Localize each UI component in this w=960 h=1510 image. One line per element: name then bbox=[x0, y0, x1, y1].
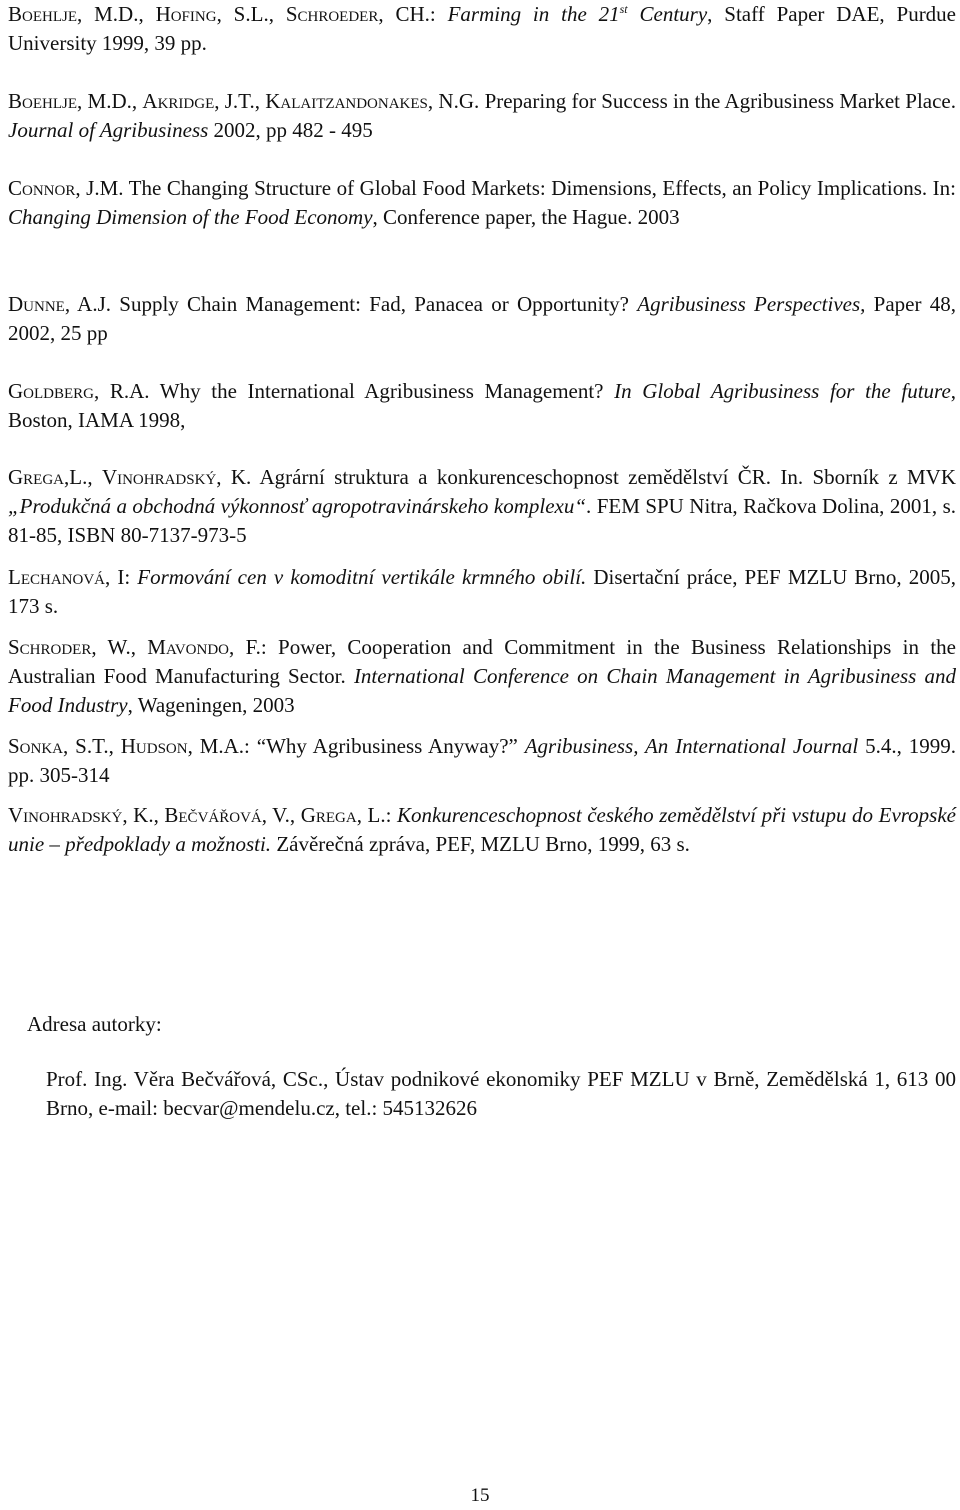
reference-title: Konkurenceschopnost českého zemědělství při vstupu do Evropské unie – předpoklady a možnosti. bbox=[8, 803, 956, 856]
author-name: Hofing bbox=[155, 2, 217, 26]
author-name: Boehlje bbox=[8, 89, 77, 113]
address-label: Adresa autorky: bbox=[27, 1012, 162, 1036]
reference-title: “Why Agribusiness Anyway?” bbox=[256, 734, 525, 758]
reference-connor-2003 bbox=[8, 174, 956, 232]
reference-source: 2002, pp 482 - 495 bbox=[208, 118, 373, 142]
author-name: Vinohradský bbox=[101, 465, 217, 489]
journal-name: „Produkčná a obchodná výkonnosť agropotravinárskeho komplexu“ bbox=[8, 494, 587, 518]
author-name: Dunne bbox=[8, 292, 65, 316]
reference-source: . FEM SPU Nitra, Račkova Dolina, 2001, s. 81-85, ISBN 80-7137-973-5 bbox=[8, 494, 956, 547]
author-initials: ,L., bbox=[64, 465, 102, 489]
journal-name: International Conference on Chain Management in Agribusiness and Food Industry bbox=[8, 664, 957, 717]
reference-title: Power, Cooperation and Commitment in the Business Relationships in the Australian Food Manufacturing Sector. bbox=[8, 635, 956, 688]
author-initials: , K. bbox=[216, 465, 260, 489]
reference-title: Formování cen v komoditní vertikále krmného obilí. bbox=[137, 565, 587, 589]
author-initials: , F.: bbox=[229, 635, 279, 659]
author-name: Sonka bbox=[8, 734, 64, 758]
author-name: Bečvářová bbox=[164, 803, 262, 827]
author-initials: , I: bbox=[105, 565, 138, 589]
reference-source: Disertační práce, PEF MZLU Brno, 2005, 173 s. bbox=[8, 565, 957, 618]
reference-source: , Wageningen, 2003 bbox=[127, 693, 295, 717]
author-initials: , S.L., bbox=[216, 2, 286, 26]
author-initials: , K., bbox=[122, 803, 165, 827]
reference-grega-2001 bbox=[8, 463, 956, 550]
author-initials: , V., bbox=[261, 803, 301, 827]
reference-schroder-2003 bbox=[8, 633, 956, 720]
author-address: Prof. Ing. Věra Bečvářová, CSc., Ústav podnikové ekonomiky PEF MZLU v Brně, Zemědělská 1, 613 00 Brno, e-mail: becvar@mendelu.cz, tel.: 545132626 bbox=[46, 1067, 956, 1120]
reference-source: Závěrečná zpráva, PEF, MZLU Brno, 1999, 63 s. bbox=[271, 832, 690, 856]
reference-source: , Conference paper, the Hague. 2003 bbox=[372, 205, 680, 229]
author-initials: , CH.: bbox=[378, 2, 448, 26]
reference-boehlje-1999 bbox=[8, 0, 956, 58]
author-initials: , L.: bbox=[356, 803, 397, 827]
reference-source: , Boston, IAMA 1998, bbox=[8, 379, 957, 432]
author-initials: , R.A. bbox=[94, 379, 160, 403]
author-initials: , J.T., bbox=[214, 89, 266, 113]
page-number: 15 bbox=[470, 1485, 490, 1506]
author-initials: , A.J. bbox=[64, 292, 120, 316]
author-initials: , N.G. bbox=[427, 89, 485, 113]
journal-name: Journal of Agribusiness bbox=[8, 118, 209, 142]
author-name: Boehlje bbox=[8, 2, 77, 26]
reference-boehlje-2002 bbox=[8, 87, 956, 145]
author-name: Akridge bbox=[142, 89, 215, 113]
reference-source: 5.4., 1999. pp. 305-314 bbox=[8, 734, 956, 787]
reference-title: Why the International Agribusiness Management? bbox=[159, 379, 615, 403]
author-name: Lechanová bbox=[8, 565, 105, 589]
author-name: Schroeder bbox=[285, 2, 379, 26]
reference-lechanova-2005 bbox=[8, 563, 956, 621]
author-name: Grega bbox=[300, 803, 357, 827]
author-initials: , S.T., bbox=[63, 734, 121, 758]
reference-dunne-2002 bbox=[8, 290, 956, 348]
author-name: Hudson bbox=[120, 734, 188, 758]
author-initials: , M.D., bbox=[77, 2, 156, 26]
author-name: Grega bbox=[8, 465, 64, 489]
author-name: Kalaitzandonakes bbox=[265, 89, 428, 113]
author-initials: , W., bbox=[91, 635, 148, 659]
reference-title: Farming in the 21st Century bbox=[447, 2, 708, 26]
reference-source: , Staff Paper DAE, Purdue University 1999, 39 pp. bbox=[8, 2, 957, 55]
reference-source: Paper 48, 2002, 25 pp bbox=[8, 292, 956, 345]
reference-title: Preparing for Success in the Agribusiness Market Place. bbox=[484, 89, 957, 113]
reference-title: The Changing Structure of Global Food Markets: Dimensions, Effects, an Policy Implications. In: bbox=[128, 176, 957, 200]
journal-name: Agribusiness, An International Journal bbox=[524, 734, 859, 758]
author-name: Mavondo bbox=[147, 635, 230, 659]
journal-name: Changing Dimension of the Food Economy bbox=[8, 205, 373, 229]
author-name: Vinohradský bbox=[8, 803, 123, 827]
author-name: Connor bbox=[8, 176, 76, 200]
journal-name: Agribusiness Perspectives, bbox=[637, 292, 866, 316]
author-initials: , M.A.: bbox=[187, 734, 257, 758]
author-initials: , M.D., bbox=[77, 89, 143, 113]
reference-title: Supply Chain Management: Fad, Panacea or Opportunity? bbox=[119, 292, 638, 316]
reference-vinohradsky-1999 bbox=[8, 801, 956, 859]
author-initials: , J.M. bbox=[75, 176, 129, 200]
reference-title: Agrární struktura a konkurenceschopnost zemědělství ČR. In. Sborník z MVK bbox=[259, 465, 957, 489]
author-name: Schroder bbox=[8, 635, 92, 659]
journal-name: In Global Agribusiness for the future bbox=[614, 379, 951, 403]
author-name: Goldberg bbox=[8, 379, 94, 403]
reference-goldberg-1998 bbox=[8, 377, 956, 435]
reference-sonka-1999 bbox=[8, 732, 956, 790]
